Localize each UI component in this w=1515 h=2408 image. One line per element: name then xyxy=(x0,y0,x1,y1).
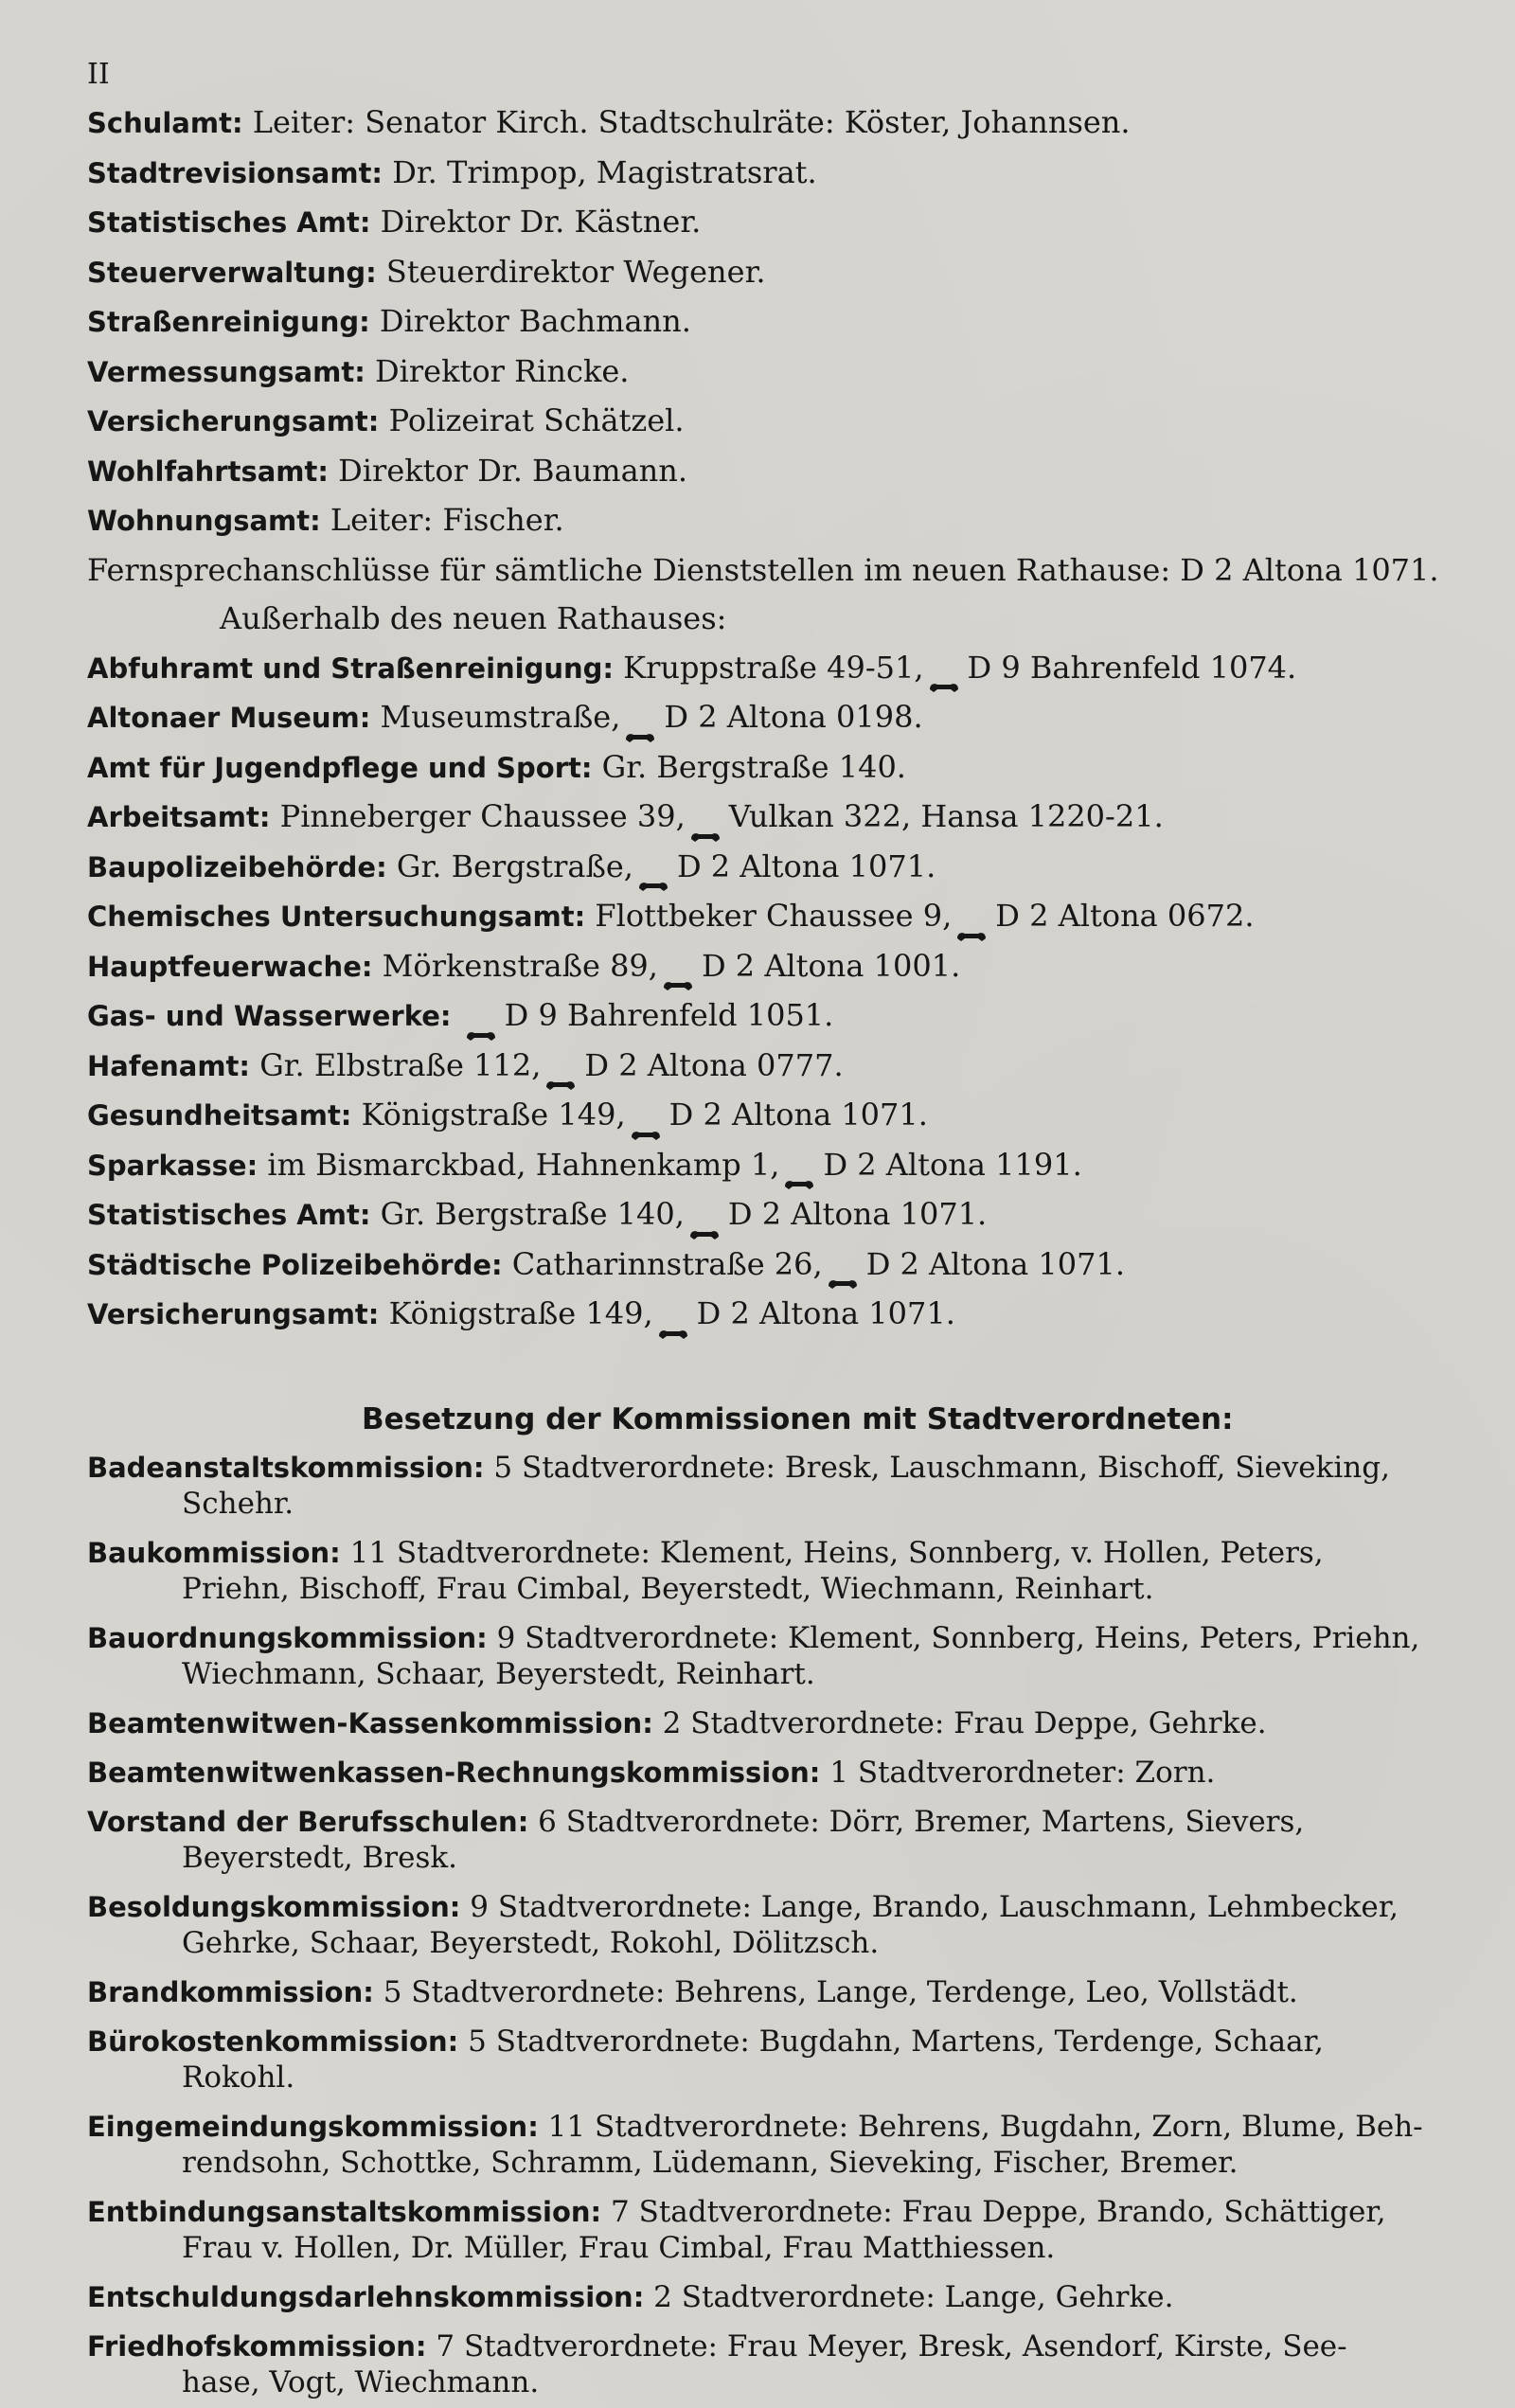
office-row xyxy=(87,1042,1449,1092)
office-row xyxy=(87,1141,1449,1191)
telephone-icon xyxy=(928,662,960,677)
commission-members: 11 Stadtverordnete: Behrens, Bugdahn, Zorn, Blume, Beh- xyxy=(547,2109,1423,2144)
commissions-heading: Besetzung der Kommissionen mit Stadtverordneten: xyxy=(362,1401,1234,1436)
commission-members: 5 Stadtverordnete: Bugdahn, Martens, Terdenge, Schaar, xyxy=(468,2024,1324,2059)
office-address: Königstraße 149, xyxy=(361,1097,626,1133)
department-text: Direktor Bachmann. xyxy=(379,303,691,339)
commission-name: Badeanstaltskommission: xyxy=(87,1451,485,1484)
office-address: Mörkenstraße 89, xyxy=(382,947,658,984)
department-text: Leiter: Fischer. xyxy=(330,502,564,538)
department-text: Direktor Dr. Kästner. xyxy=(380,204,702,240)
office-address: Gr. Bergstraße 140. xyxy=(601,748,906,785)
office-name: Amt für Jugendpflege und Sport: xyxy=(87,751,593,784)
commission-members-continued: Schehr. xyxy=(182,1486,294,1521)
office-phone: D 2 Altona 1001. xyxy=(701,947,961,984)
telephone-icon xyxy=(630,1110,662,1125)
office-address: Flottbeker Chaussee 9, xyxy=(595,898,953,934)
commission-entry xyxy=(87,2194,1449,2266)
commission-name: Beamtenwitwen-Kassenkommission: xyxy=(87,1706,653,1739)
commission-entry xyxy=(87,2109,1449,2181)
commission-list xyxy=(87,1450,1449,2400)
office-phone: D 2 Altona 1071. xyxy=(668,1097,928,1133)
office-phone: D 2 Altona 1071. xyxy=(865,1245,1125,1282)
commission-members-continued: Frau v. Hollen, Dr. Müller, Frau Cimbal, Frau Matthiessen. xyxy=(182,2230,1056,2265)
department-name: Steuerverwaltung: xyxy=(87,256,377,289)
office-address: im Bismarckbad, Hahnenkamp 1, xyxy=(267,1146,780,1183)
office-row xyxy=(87,843,1449,893)
department-name: Straßenreinigung: xyxy=(87,306,370,338)
commission-members-continued: Priehn, Bischoff, Frau Cimbal, Beyerstedt, Wiechmann, Reinhart. xyxy=(182,1571,1154,1606)
office-name: Arbeitsamt: xyxy=(87,801,271,833)
commission-name: Friedhofskommission: xyxy=(87,2329,427,2363)
office-name: Gas- und Wasserwerke: xyxy=(87,1000,452,1032)
department-row xyxy=(87,248,1449,298)
office-row xyxy=(87,793,1449,843)
office-name: Baupolizeibehörde: xyxy=(87,850,387,883)
department-name: Vermessungsamt: xyxy=(87,355,365,388)
department-text: Dr. Trimpop, Magistratsrat. xyxy=(392,153,817,190)
office-address: Gr. Elbstraße 112, xyxy=(259,1046,542,1083)
commission-entry xyxy=(87,2024,1449,2096)
commission-members: 2 Stadtverordnete: Lange, Gehrke. xyxy=(653,2279,1174,2314)
commission-members: 7 Stadtverordnete: Frau Meyer, Bresk, Asendorf, Kirste, See- xyxy=(436,2328,1347,2363)
department-row xyxy=(87,397,1449,447)
office-row xyxy=(87,892,1449,942)
department-text: Polizeirat Schätzel. xyxy=(388,402,685,438)
department-text: Direktor Rincke. xyxy=(374,352,630,389)
commission-name: Vorstand der Berufsschulen: xyxy=(87,1805,529,1838)
commission-name: Beamtenwitwenkassen-Rechnungskommission: xyxy=(87,1756,821,1789)
commission-name: Entbindungsanstaltskommission: xyxy=(87,2195,602,2228)
office-row xyxy=(87,693,1449,743)
phone-note: Fernsprechanschlüsse für sämtliche Dienststellen im neuen Rathause: D 2 Altona 1071. xyxy=(87,551,1439,588)
department-text: Leiter: Senator Kirch. Stadtschulräte: Köster, Johannsen. xyxy=(252,104,1131,140)
office-row xyxy=(87,1240,1449,1291)
telephone-icon xyxy=(657,1309,689,1324)
outside-heading: Außerhalb des neuen Rathauses: xyxy=(220,600,727,636)
office-name: Hafenamt: xyxy=(87,1049,251,1082)
commission-members-continued: Beyerstedt, Bresk. xyxy=(182,1840,458,1875)
commission-members: 2 Stadtverordnete: Frau Deppe, Gehrke. xyxy=(662,1705,1267,1740)
office-phone: D 2 Altona 1191. xyxy=(823,1146,1082,1183)
telephone-icon xyxy=(624,712,656,727)
department-list xyxy=(87,98,1449,546)
commission-members-continued: hase, Vogt, Wiechmann. xyxy=(182,2364,540,2399)
page-number: II xyxy=(87,58,110,91)
office-name: Statistisches Amt: xyxy=(87,1199,371,1231)
commission-name: Bauordnungskommission: xyxy=(87,1621,488,1654)
office-phone: D 9 Bahrenfeld 1051. xyxy=(504,997,834,1033)
commission-members: 6 Stadtverordnete: Dörr, Bremer, Martens, Sievers, xyxy=(538,1804,1305,1839)
department-name: Statistisches Amt: xyxy=(87,206,371,239)
commission-members-continued: Wiechmann, Schaar, Beyerstedt, Reinhart. xyxy=(182,1656,815,1691)
commission-members: 9 Stadtverordnete: Klement, Sonnberg, Heins, Peters, Priehn, xyxy=(496,1620,1420,1655)
office-phone: D 2 Altona 0777. xyxy=(584,1046,844,1083)
office-row xyxy=(87,644,1449,694)
office-name: Altonaer Museum: xyxy=(87,702,371,734)
commission-entry xyxy=(87,1804,1449,1876)
commission-entry xyxy=(87,2279,1449,2315)
office-phone: D 2 Altona 0198. xyxy=(664,699,923,735)
commission-entry xyxy=(87,1889,1449,1961)
department-name: Schulamt: xyxy=(87,107,243,139)
department-row xyxy=(87,198,1449,248)
commission-members: 5 Stadtverordnete: Behrens, Lange, Terdenge, Leo, Vollstädt. xyxy=(383,1974,1298,2009)
department-name: Wohnungsamt: xyxy=(87,505,321,537)
department-name: Versicherungsamt: xyxy=(87,405,380,437)
telephone-icon xyxy=(955,911,988,926)
department-name: Wohlfahrtsamt: xyxy=(87,455,329,488)
office-row xyxy=(87,942,1449,992)
commission-name: Besoldungskommission: xyxy=(87,1890,461,1923)
office-name: Gesundheitsamt: xyxy=(87,1099,352,1132)
office-row xyxy=(87,991,1449,1042)
office-address: Königstraße 149, xyxy=(388,1295,653,1331)
office-address: Gr. Bergstraße 140, xyxy=(380,1196,685,1232)
department-name: Stadtrevisionsamt: xyxy=(87,156,383,189)
telephone-icon xyxy=(637,861,669,876)
commission-entry xyxy=(87,1755,1449,1791)
commission-name: Entschuldungsdarlehnskommission: xyxy=(87,2280,645,2313)
commission-members: 1 Stadtverordneter: Zorn. xyxy=(829,1755,1216,1790)
office-phone: D 2 Altona 1071. xyxy=(696,1295,955,1331)
commission-name: Baukommission: xyxy=(87,1536,341,1569)
office-address: Museumstraße, xyxy=(380,699,621,735)
commission-members: 5 Stadtverordnete: Bresk, Lauschmann, Bischoff, Sieveking, xyxy=(493,1450,1390,1485)
commission-members-continued: Rokohl. xyxy=(182,2060,295,2095)
office-row xyxy=(87,1190,1449,1240)
commission-entry xyxy=(87,1705,1449,1741)
commission-members: 11 Stadtverordnete: Klement, Heins, Sonnberg, v. Hollen, Peters, xyxy=(349,1535,1324,1570)
commission-name: Brandkommission: xyxy=(87,1975,374,2008)
office-phone: D 9 Bahrenfeld 1074. xyxy=(967,649,1297,686)
commission-members: 7 Stadtverordnete: Frau Deppe, Brando, Schättiger, xyxy=(611,2194,1386,2229)
telephone-icon xyxy=(465,1010,497,1026)
department-row xyxy=(87,98,1449,149)
telephone-icon xyxy=(544,1060,577,1075)
department-row xyxy=(87,297,1449,348)
office-address: Kruppstraße 49-51, xyxy=(623,649,924,686)
department-row xyxy=(87,496,1449,546)
office-phone: D 2 Altona 1071. xyxy=(676,847,936,884)
outside-office-list xyxy=(87,644,1449,1340)
office-phone: Vulkan 322, Hansa 1220-21. xyxy=(728,798,1164,834)
office-name: Sparkasse: xyxy=(87,1149,258,1182)
office-name: Städtische Polizeibehörde: xyxy=(87,1248,503,1281)
office-address: Catharinnstraße 26, xyxy=(511,1245,823,1282)
commission-members: 9 Stadtverordnete: Lange, Brando, Lauschmann, Lehmbecker, xyxy=(470,1889,1399,1924)
commission-entry xyxy=(87,1450,1449,1522)
commission-name: Eingemeindungskommission: xyxy=(87,2110,539,2143)
office-address: Gr. Bergstraße, xyxy=(396,847,633,884)
department-row xyxy=(87,149,1449,199)
department-row xyxy=(87,447,1449,497)
commission-members-continued: Gehrke, Schaar, Beyerstedt, Rokohl, Dölitzsch. xyxy=(182,1925,880,1960)
office-name: Versicherungsamt: xyxy=(87,1298,380,1330)
office-name: Hauptfeuerwache: xyxy=(87,950,373,983)
office-row xyxy=(87,1290,1449,1340)
commission-members-continued: rendsohn, Schottke, Schramm, Lüdemann, Sieveking, Fischer, Bremer. xyxy=(182,2145,1239,2180)
commission-name: Bürokostenkommission: xyxy=(87,2025,459,2058)
office-name: Abfuhramt und Straßenreinigung: xyxy=(87,651,614,685)
telephone-icon xyxy=(662,960,694,975)
office-phone: D 2 Altona 0672. xyxy=(995,898,1255,934)
telephone-icon xyxy=(689,812,722,827)
commission-entry xyxy=(87,1974,1449,2010)
office-row xyxy=(87,743,1449,794)
department-text: Direktor Dr. Baumann. xyxy=(338,452,688,489)
commission-entry xyxy=(87,1620,1449,1692)
commission-entry xyxy=(87,2328,1449,2400)
office-row xyxy=(87,1091,1449,1141)
telephone-icon xyxy=(688,1209,721,1224)
department-text: Steuerdirektor Wegener. xyxy=(385,253,766,290)
department-row xyxy=(87,348,1449,398)
office-phone: D 2 Altona 1071. xyxy=(727,1196,988,1232)
telephone-icon xyxy=(827,1258,859,1274)
office-address: Pinneberger Chaussee 39, xyxy=(279,798,686,834)
telephone-icon xyxy=(783,1159,815,1174)
commission-entry xyxy=(87,1535,1449,1607)
office-name: Chemisches Untersuchungsamt: xyxy=(87,901,586,933)
